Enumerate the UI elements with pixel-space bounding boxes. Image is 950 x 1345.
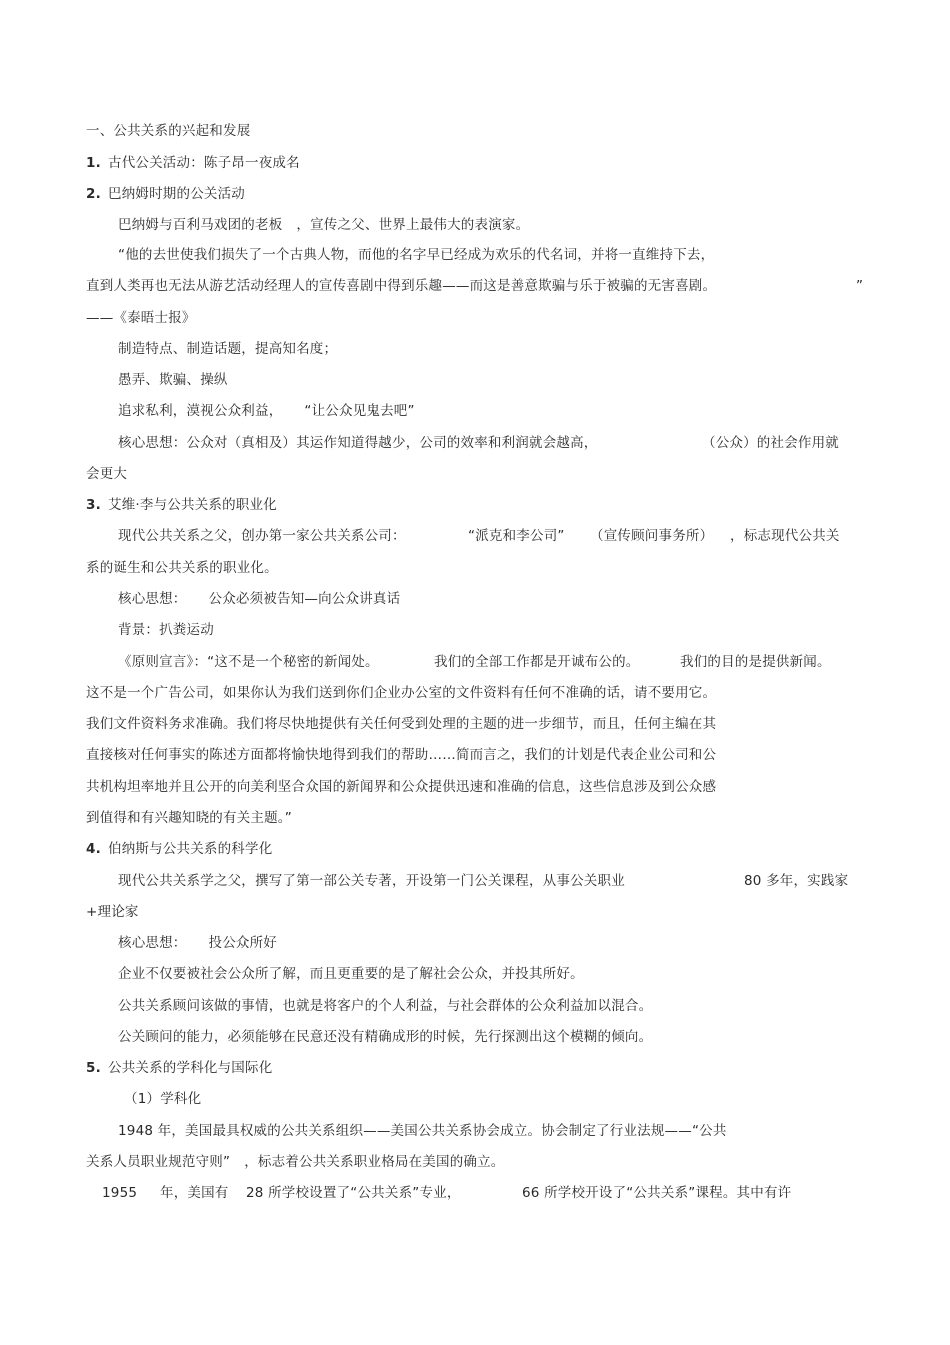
text-run: （宣传顾问事务所）: [590, 528, 714, 544]
paragraph-line: 会更大: [86, 466, 128, 482]
section-5: [86, 1059, 272, 1077]
paragraph-line: 公关顾问的能力，必须能够在民意还没有精确成形的时候，先行探测出这个模糊的倾向。: [118, 1029, 653, 1045]
paragraph-line: 背景：扒粪运动: [118, 622, 214, 638]
closing-quote-mark: ”: [856, 278, 864, 294]
text-run: 关系人员职业规范守则”: [86, 1154, 231, 1170]
section-1-title: 古代公关活动：陈子昂一夜成名: [108, 155, 300, 171]
paragraph-line: [118, 402, 415, 420]
paragraph-line: [86, 1153, 505, 1171]
paragraph-line: [118, 216, 529, 234]
paragraph-line: 共机构坦率地并且公开的向美利坚合众国的新闻界和公众提供迅速和准确的信息，这些信息涉及到公众感: [86, 779, 717, 795]
text-run: 现代公共关系学之父，撰写了第一部公关专著，开设第一门公关课程，从事公关职业: [118, 873, 625, 889]
paragraph-line: [118, 527, 406, 545]
paragraph-line: [118, 653, 379, 671]
section-3: [86, 496, 277, 514]
text-run: 现代公共关系之父，创办第一家公共关系公司：: [118, 528, 406, 544]
paragraph-line: 这不是一个广告公司，如果你认为我们送到你们企业办公室的文件资料有任何不准确的话，请不要用它。: [86, 685, 717, 701]
text-run: 追求私利，漠视公众利益，: [118, 403, 283, 419]
section-1: [86, 154, 300, 172]
paragraph-line: 制造特点、制造话题，提高知名度；: [118, 341, 338, 357]
text-run: 投公众所好: [208, 935, 277, 951]
paragraph-line: 1948 年，美国最具权威的公共关系组织——美国公共关系协会成立。协会制定了行业法规——“公共: [118, 1123, 727, 1139]
section-2-number: 2.: [86, 186, 101, 202]
section-3-title: 艾维·李与公共关系的职业化: [108, 497, 277, 513]
text-run: 我们的目的是提供新闻。: [680, 654, 831, 670]
paragraph-line: [118, 434, 598, 452]
text-run: 66 所学校开设了“公共关系”课程。其中有许: [522, 1185, 792, 1201]
section-3-number: 3.: [86, 497, 101, 513]
paragraph-line: +理论家: [86, 904, 139, 920]
text-run: 28 所学校设置了“公共关系”专业，: [246, 1185, 461, 1201]
section-5-number: 5.: [86, 1060, 101, 1076]
text-run: 巴纳姆与百利马戏团的老板: [118, 217, 283, 233]
text-run: 年，美国有: [160, 1185, 229, 1201]
text-run: ，标志着公共关系职业格局在美国的确立。: [244, 1154, 505, 1170]
text-run: 公众必须被告知—向公众讲真话: [208, 591, 401, 607]
subsection-1: （1）学科化: [124, 1091, 202, 1107]
section-5-title: 公共关系的学科化与国际化: [108, 1060, 273, 1076]
section-1-number: 1.: [86, 155, 101, 171]
text-run: ，标志现代公共关: [730, 528, 840, 544]
text-run: 核心思想：: [118, 935, 187, 951]
text-run: 《原则宣言》：“这不是一个秘密的新闻处。: [118, 654, 379, 670]
section-4: [86, 840, 272, 858]
paragraph-line: 直接核对任何事实的陈述方面都将愉快地得到我们的帮助……简而言之，我们的计划是代表企业公司和公: [86, 747, 717, 763]
paragraph-line: [118, 934, 277, 952]
section-2-title: 巴纳姆时期的公关活动: [108, 186, 245, 202]
paragraph-line: 公共关系顾问该做的事情，也就是将客户的个人利益，与社会群体的公众利益加以混合。: [118, 998, 653, 1014]
text-run: “派克和李公司”: [468, 528, 565, 544]
heading-rise-and-development: 一、公共关系的兴起和发展: [86, 123, 251, 139]
text-run: 直到人类再也无法从游艺活动经理人的宣传喜剧中得到乐趣——而这是善意欺骗与乐于被骗的无害喜剧。: [86, 278, 717, 294]
text-run: （公众）的社会作用就: [702, 435, 839, 451]
text-run: 核心思想：: [118, 591, 187, 607]
text-run: 80 多年，实践家: [744, 873, 849, 889]
section-2: [86, 185, 245, 203]
paragraph-line: [118, 872, 625, 890]
text-run: ，宣传之父、世界上最伟大的表演家。: [296, 217, 530, 233]
quote-line: “他的去世使我们损失了一个古典人物，而他的名字早已经成为欢乐的代名词，并将一直维持下去，: [118, 247, 715, 263]
paragraph-line: 愚弄、欺骗、操纵: [118, 372, 228, 388]
quote-line: [86, 277, 716, 295]
paragraph-line: 我们文件资料务求准确。我们将尽快地提供有关任何受到处理的主题的进一步细节，而且，任何主编在其: [86, 716, 717, 732]
text-run: “让公众见鬼去吧”: [304, 403, 415, 419]
text-run: 我们的全部工作都是开诚布公的。: [434, 654, 640, 670]
paragraph-line: 企业不仅要被社会公众所了解，而且更重要的是了解社会公众，并投其所好。: [118, 966, 584, 982]
paragraph-line: 系的诞生和公共关系的职业化。: [86, 560, 278, 576]
quote-source: ——《泰晤士报》: [86, 310, 196, 326]
paragraph-line: 到值得和有兴趣知晓的有关主题。”: [86, 810, 292, 826]
text-run: 核心思想：公众对（真相及）其运作知道得越少，公司的效率和利润就会越高，: [118, 435, 598, 451]
paragraph-line: [118, 590, 400, 608]
section-4-title: 伯纳斯与公共关系的科学化: [108, 841, 273, 857]
text-run: 1955: [102, 1185, 138, 1201]
section-4-number: 4.: [86, 841, 101, 857]
